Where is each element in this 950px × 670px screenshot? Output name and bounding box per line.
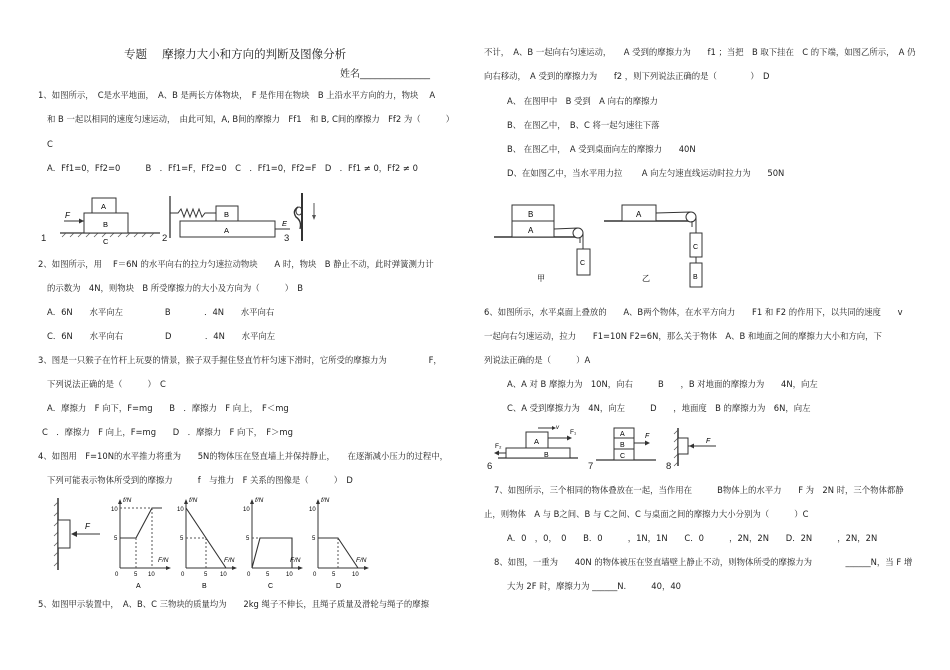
svg-text:5: 5 [312, 536, 316, 542]
figures-q6-q8 [492, 424, 722, 472]
svg-text:F₂: F₂ [495, 443, 502, 450]
svg-text:B: B [544, 452, 549, 459]
q1-answer: C [47, 139, 53, 149]
fig-number-7: 7 [588, 461, 594, 472]
q2-option-cd: C．6N 水平向右 D ．4N 水平向左 [47, 331, 276, 341]
q7-line-2: 止，则物体 A 与 B之间、B 与 C之间、C 与桌面之间的摩擦力大小分别为（ ）C [484, 509, 809, 519]
q2-line-2: 的示数为 4N，则物块 B 所受摩擦力的大小及方向为（ ） B [47, 283, 304, 293]
svg-text:5: 5 [134, 572, 138, 578]
svg-text:F: F [706, 438, 711, 445]
svg-text:C: C [620, 453, 626, 460]
svg-text:5: 5 [180, 536, 184, 542]
q5-label-yi: 乙 [642, 274, 650, 283]
q2-option-ab: A．6N 水平向左 B ．4N 水平向右 [47, 307, 275, 317]
q4-wall-diagram [54, 498, 100, 570]
svg-text:10: 10 [111, 507, 118, 513]
graph-c-label: C [268, 583, 274, 590]
q3-option-ab: A．摩擦力 F 向下，F=mg B ．摩擦力 F 向上， F＜mg [47, 403, 289, 413]
q5-line-1: 5、如图甲示装置中， A、B、C 三物块的质量均为 2kg 绳子不伸长，且绳子质量及滑轮与绳子的摩擦 [38, 599, 430, 609]
svg-text:5: 5 [204, 572, 208, 578]
svg-text:10: 10 [286, 572, 293, 578]
fig-number-1: 1 [41, 233, 47, 244]
q8-line-1: 8、如图，一重为 40N 的物体被压在竖直墙壁上静止不动，则物体所受的摩擦力为 ______N，当 F 增 [494, 557, 913, 567]
svg-text:f/N: f/N [189, 497, 198, 504]
q5-figure-yi [604, 205, 702, 287]
q5-line-3: 向右移动， A 受到的摩擦力为 f2 ，则下列说法正确的是（ ） D [484, 71, 770, 81]
svg-text:5: 5 [266, 572, 270, 578]
svg-text:F/N: F/N [356, 557, 367, 564]
q6-option-cd: C、A 受到摩擦力为 4N，向左 D ，地面度 B 的摩擦力为 6N，向左 [507, 403, 811, 413]
svg-text:5: 5 [246, 536, 250, 542]
svg-text:A: A [528, 226, 534, 235]
svg-text:10: 10 [243, 507, 250, 513]
q6-line-2: 一起向右匀速运动，拉力 F1=10N F2=6N，那么关于物体 A、B 和地面之间的摩擦力大小和方向，下 [484, 331, 882, 341]
fig1-label-f: F [65, 211, 70, 220]
q6-option-ab: A、A 对 B 摩擦力为 10N，向右 B ，B 对地面的摩擦力为 4N，向左 [507, 379, 818, 389]
q4-line-1: 4、如图用 F=10N的水平推力将重为 5N的物体压在竖直墙上并保持静止， 在逐渐减小压力的过程中， [38, 451, 448, 461]
svg-text:0: 0 [313, 572, 317, 578]
svg-text:10: 10 [352, 572, 359, 578]
svg-text:5: 5 [114, 536, 118, 542]
q6-line-3: 列说法正确的是（ ）A [484, 355, 591, 365]
fig7-stack [596, 428, 656, 460]
fig2-blocks-spring [170, 196, 290, 238]
q4-line-2: 下列可能表示物体所受到的摩擦力 f 与推力 F 关系的图像是（ ） D [47, 475, 353, 485]
fig1-blocks [60, 198, 160, 245]
svg-text:C: C [693, 244, 699, 251]
q5-label-jia: 甲 [537, 274, 545, 283]
svg-text:B: B [528, 210, 534, 219]
page-title: 专题 摩擦力大小和方向的判断及图像分析 [124, 47, 347, 61]
fig8-wall-block [674, 428, 716, 466]
graph-b [177, 497, 237, 590]
svg-text:5: 5 [332, 572, 336, 578]
fig2-label-a: A [224, 226, 230, 235]
svg-text:A: A [620, 431, 625, 438]
svg-text:f/N: f/N [123, 497, 132, 504]
fig-number-2: 2 [162, 233, 168, 244]
q5-option-d: D、在如图乙中，当水平用力拉 A 向左匀速直线运动时拉力为 50N [507, 168, 785, 178]
q4-figure-graphs [52, 494, 372, 590]
svg-text:10: 10 [148, 572, 155, 578]
svg-text:C: C [580, 260, 586, 267]
fig2-label-b: B [224, 210, 230, 219]
svg-text:F/N: F/N [224, 557, 235, 564]
svg-text:B: B [620, 442, 625, 449]
q5-figure-pulleys [492, 199, 708, 295]
svg-text:A: A [636, 210, 642, 219]
q6-line-1: 6、如图所示，水平桌面上叠放的 A、B两个物体，在水平方向力 F1 和 F2 的作用下，以共同的速度 v [484, 307, 903, 317]
graph-b-label: B [202, 583, 207, 590]
figures-q1-q3 [52, 193, 322, 245]
svg-text:B: B [693, 274, 698, 281]
fig1-label-c: C [103, 237, 109, 245]
q1-options: A．Ff1=0，Ff2=0 B ．Ff1=F，Ff2=0 C ．Ff1=0，Ff2=F D ．Ff1 ≠ 0，Ff2 ≠ 0 [47, 163, 418, 173]
svg-text:F₁: F₁ [570, 429, 577, 436]
graph-a [111, 497, 171, 590]
q3-line-2: 下列说法正确的是（ ） C [47, 379, 166, 389]
svg-text:F/N: F/N [290, 557, 301, 564]
q7-options: A．0 ，0， 0 B．0 ，1N，1N C．0 ，2N，2N D．2N ，2N，2N [507, 533, 878, 543]
svg-text:F/N: F/N [158, 557, 169, 564]
q7-line-1: 7、如图所示，三个相同的物体叠放在一起，当作用在 B物体上的水平力 F 为 2N 时，三个物体都静 [494, 485, 904, 495]
svg-text:0: 0 [247, 572, 251, 578]
q3-option-cd: C ．摩擦力 F 向上，F=mg D ．摩擦力 F 向下， F＞mg [42, 427, 293, 437]
svg-text:f/N: f/N [255, 497, 264, 504]
q3-line-1: 3、图是一只猴子在竹杆上玩耍的情景，猴子双手握住竖直竹杆匀速下滑时，它所受的摩擦力为 F， [38, 355, 442, 365]
svg-text:10: 10 [177, 507, 184, 513]
svg-text:F: F [645, 433, 650, 440]
fig6-blocks [494, 425, 578, 459]
svg-text:10: 10 [309, 507, 316, 513]
q4-wall-label-f: F [85, 522, 90, 531]
fig-number-3: 3 [284, 233, 290, 244]
graph-d-label: D [336, 583, 342, 590]
name-field-label: 姓名______________ [340, 69, 430, 80]
fig3-monkey-pole [294, 193, 316, 241]
svg-text:0: 0 [115, 572, 119, 578]
q5-option-b2: B、 在图乙中， A 受到桌面向左的摩擦力 40N [507, 144, 696, 154]
fig1-label-a: A [101, 202, 107, 211]
svg-text:10: 10 [220, 572, 227, 578]
graph-d [309, 497, 369, 590]
svg-text:f/N: f/N [321, 497, 330, 504]
fig1-label-b: B [103, 220, 109, 229]
svg-text:v: v [556, 425, 559, 431]
q5-line-2: 不计， A、B 一起向右匀速运动， A 受到的摩擦力为 f1 ；当把 B 取下挂在 C 的下端，如图乙所示， A 仍 [484, 47, 916, 57]
q8-line-2: 大为 2F 时，摩擦力为 ______N. 40，40 [507, 581, 681, 591]
fig2-label-e: E [282, 219, 288, 228]
svg-text:0: 0 [181, 572, 185, 578]
q5-figure-jia [494, 205, 590, 283]
q2-line-1: 2、如图所示，用 F＝6N 的水平向右的拉力匀速拉动物块 A 时，物块 B 静止不动，此时弹簧测力计 [38, 259, 434, 269]
fig-number-6: 6 [487, 461, 493, 472]
fig-number-8: 8 [666, 461, 672, 472]
q5-option-a: A、 在图甲中 B 受到 A 向右的摩擦力 [507, 96, 658, 106]
graph-a-label: A [136, 583, 141, 590]
graph-c [243, 497, 303, 590]
q1-line-2: 和 B 一起以相同的速度匀速运动， 由此可知，A, B间的摩擦力 Ff1 和 B, C间的摩擦力 Ff2 为（ ） [47, 114, 455, 124]
svg-text:A: A [534, 437, 540, 446]
q1-line-1: 1、如图所示， C是水平地面， A、B 是两长方体物块， F 是作用在物块 B 上沿水平方向的力，物块 A [38, 90, 436, 100]
q5-option-b1: B、 在图乙中， B、C 将一起匀速往下落 [507, 120, 660, 130]
